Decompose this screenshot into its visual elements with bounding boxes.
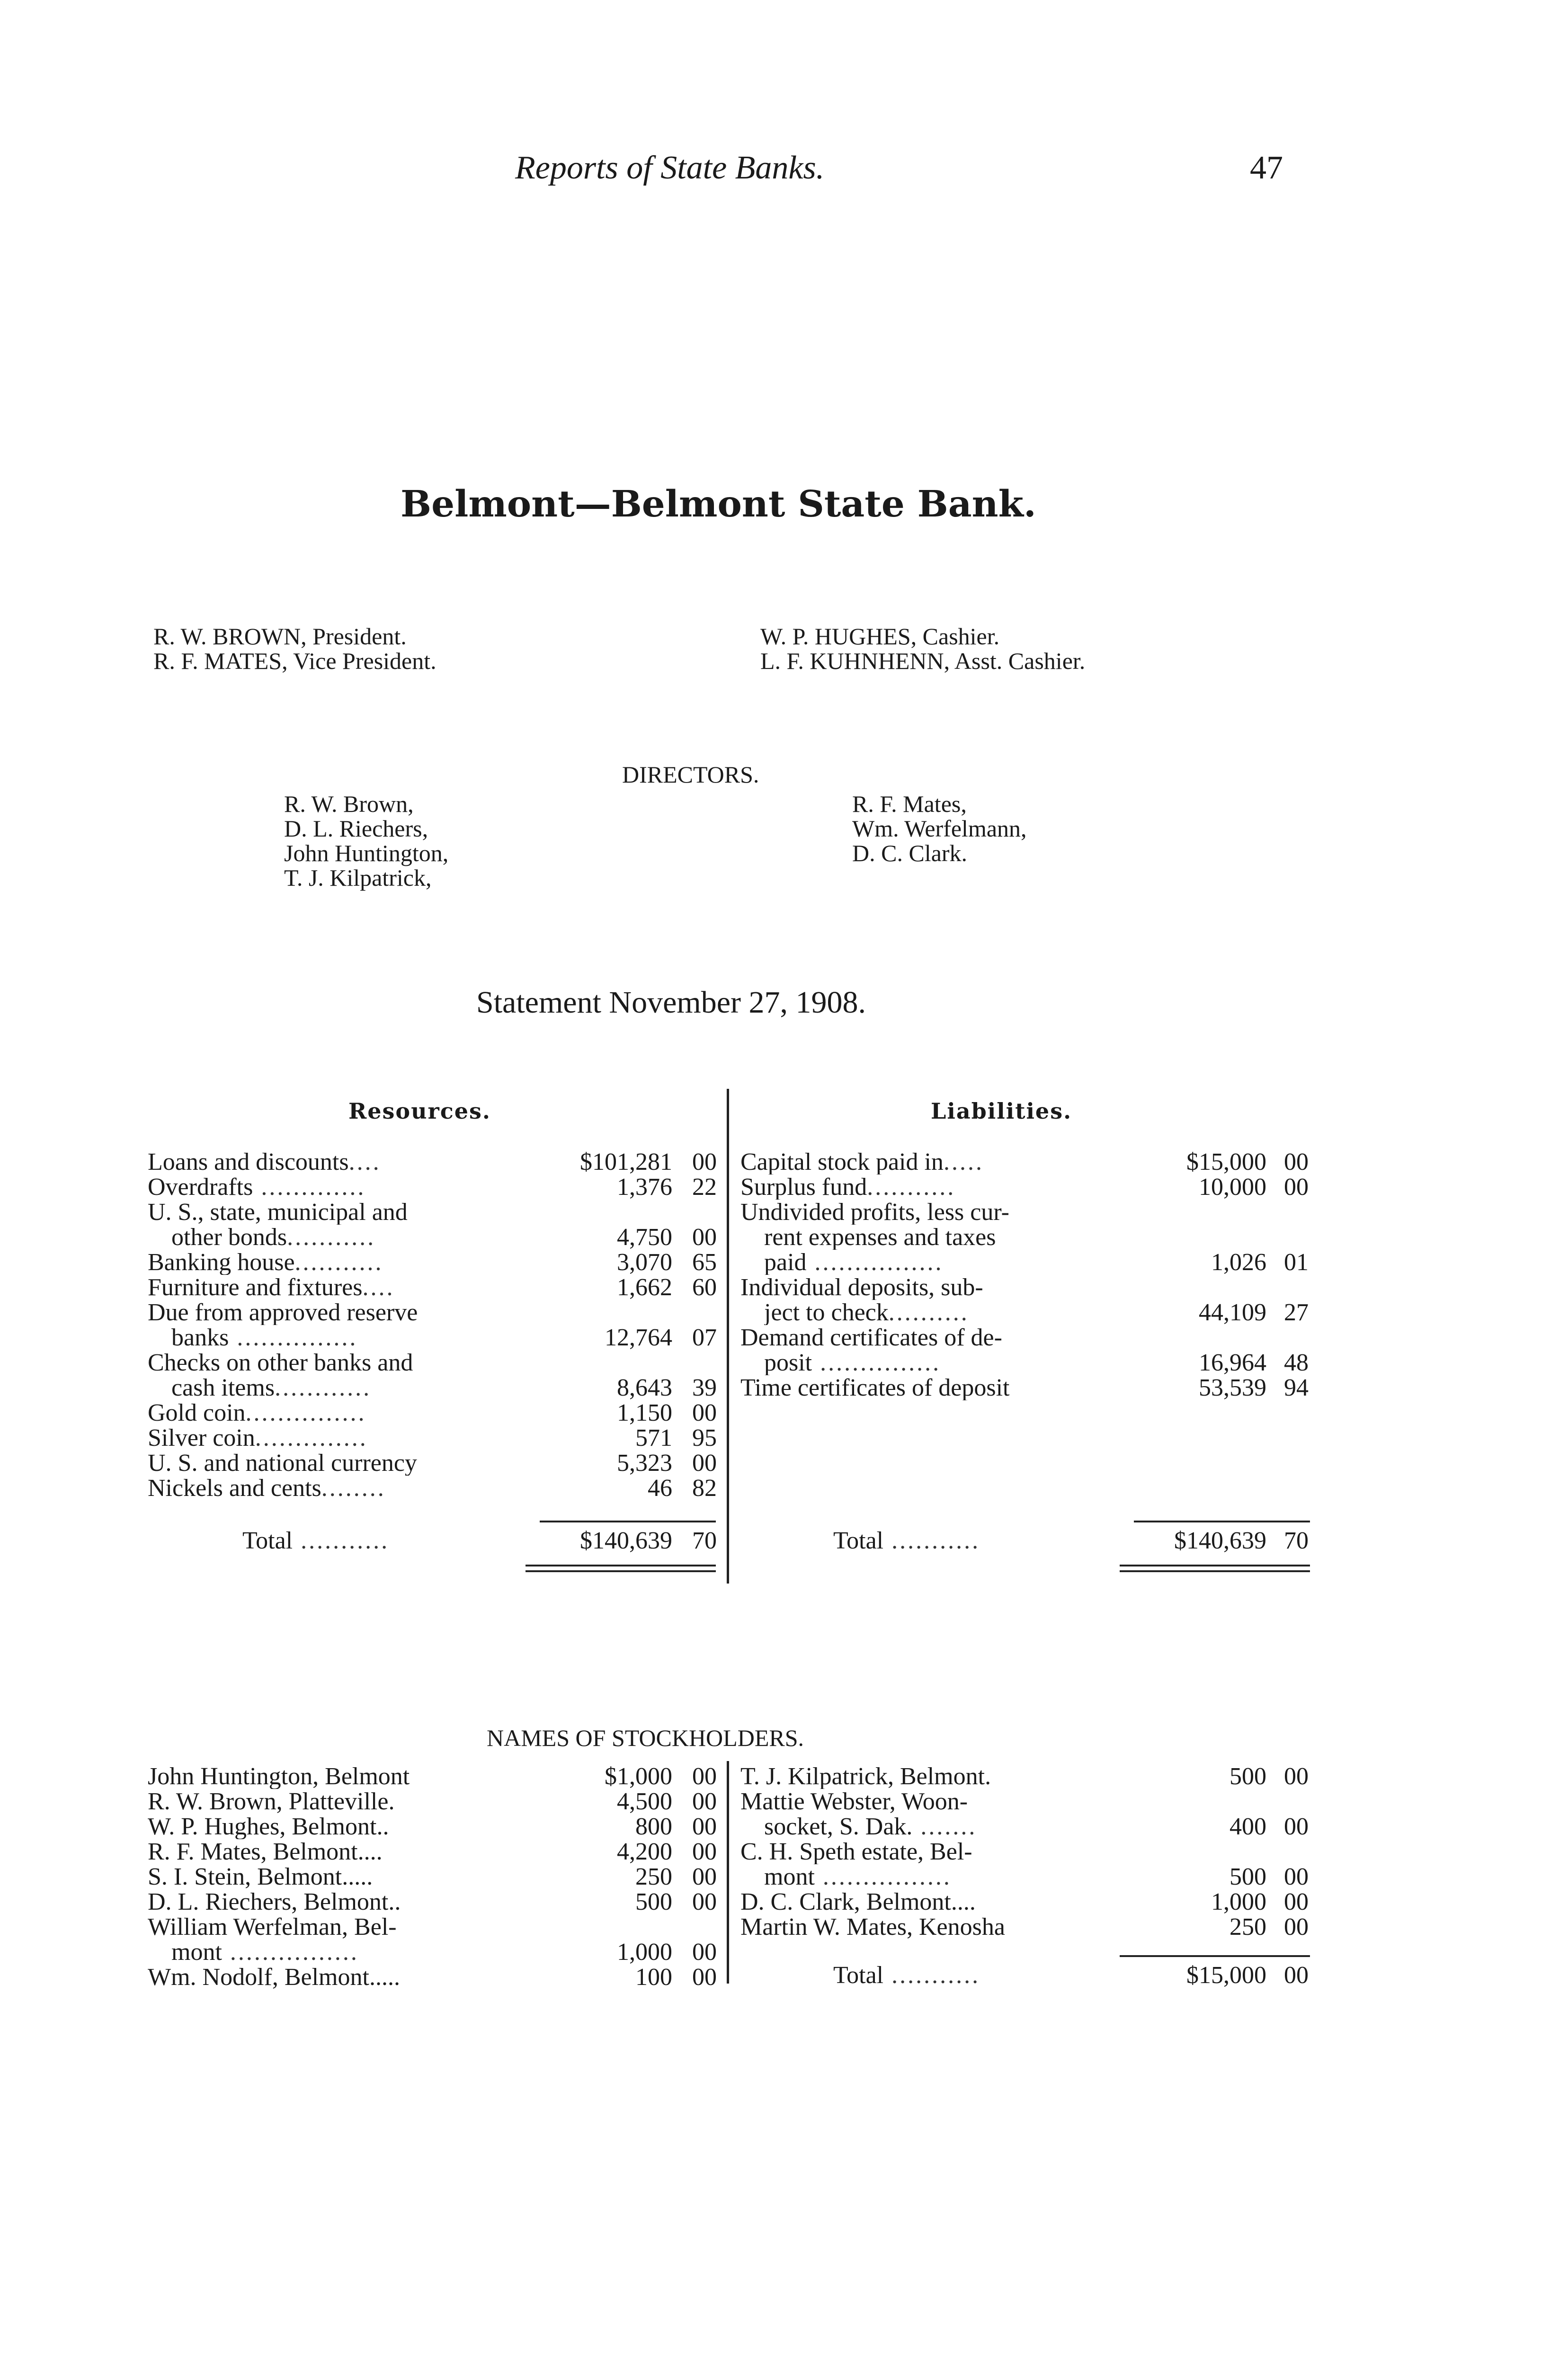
row-amount: $1,000 [605, 1763, 672, 1790]
row-label: paid ................ [764, 1250, 944, 1275]
officer-vice-president: R. F. MATES, Vice President. [153, 648, 437, 674]
row-label: rent expenses and taxes [764, 1225, 996, 1250]
table-row [0, 1225, 1568, 1250]
table-row [0, 1175, 1568, 1200]
director-name: D. C. Clark. [852, 840, 968, 866]
row-cents: 60 [692, 1274, 717, 1301]
row-cents: 01 [1284, 1249, 1309, 1276]
row-cents: 00 [692, 1224, 717, 1251]
row-amount: 800 [635, 1813, 672, 1840]
row-amount: 500 [1229, 1863, 1266, 1890]
row-cents: 00 [692, 1788, 717, 1815]
row-label: R. F. Mates, Belmont.... [148, 1839, 383, 1864]
row-cents: 70 [692, 1527, 717, 1554]
row-cents: 39 [692, 1374, 717, 1401]
double-rule [526, 1565, 716, 1572]
table-row [0, 1476, 1568, 1501]
directors-right [852, 792, 1027, 865]
row-amount: 4,750 [617, 1224, 672, 1251]
row-label: Undivided profits, less cur- [740, 1200, 1009, 1225]
row-amount: 250 [635, 1863, 672, 1890]
row-cents: 22 [692, 1174, 717, 1201]
row-label: W. P. Hughes, Belmont.. [148, 1814, 389, 1839]
table-row [0, 1450, 1568, 1476]
table-row [0, 1275, 1568, 1300]
row-amount: 571 [635, 1424, 672, 1451]
row-label: other bonds........... [171, 1225, 376, 1250]
row-label: William Werfelman, Bel- [148, 1914, 397, 1940]
row-amount: $140,639 [1174, 1527, 1266, 1554]
row-amount: 8,643 [617, 1374, 672, 1401]
row-label: mont ................ [764, 1864, 952, 1889]
total-row [0, 1528, 1568, 1553]
row-amount: 3,070 [617, 1249, 672, 1276]
running-title: Reports of State Banks. [515, 150, 825, 186]
row-label: Martin W. Mates, Kenosha [740, 1914, 1005, 1940]
row-label: Due from approved reserve [148, 1300, 418, 1325]
row-cents: 00 [692, 1399, 717, 1426]
bank-title: Belmont—Belmont State Bank. [401, 483, 1036, 525]
row-label: R. W. Brown, Platteville. [148, 1789, 395, 1814]
directors-heading: DIRECTORS. [622, 761, 759, 788]
row-cents: 27 [1284, 1299, 1309, 1326]
row-cents: 00 [1284, 1148, 1309, 1175]
row-label: Time certificates of deposit [740, 1375, 1010, 1400]
row-cents: 00 [692, 1888, 717, 1915]
row-cents: 65 [692, 1249, 717, 1276]
row-amount: 1,376 [617, 1174, 672, 1201]
table-row [0, 1350, 1568, 1375]
table-row [0, 1325, 1568, 1350]
row-amount: 12,764 [605, 1324, 672, 1351]
table-row [0, 1914, 1568, 1940]
row-label: C. H. Speth estate, Bel- [740, 1839, 972, 1864]
row-label: Individual deposits, sub- [740, 1275, 983, 1300]
officers-right [760, 624, 1085, 673]
row-amount: 500 [635, 1888, 672, 1915]
row-label: Total ........... [833, 1963, 980, 1988]
row-amount: 5,323 [617, 1450, 672, 1477]
row-label: U. S., state, municipal and [148, 1200, 408, 1225]
row-label: Checks on other banks and [148, 1350, 413, 1375]
table-row [0, 1375, 1568, 1400]
table-row [0, 1200, 1568, 1225]
row-cents: 00 [1284, 1174, 1309, 1201]
row-label: Total ........... [242, 1528, 390, 1553]
director-name: R. W. Brown, [284, 791, 414, 817]
officer-cashier: W. P. HUGHES, Cashier. [760, 623, 1000, 650]
row-cents: 48 [1284, 1349, 1309, 1376]
row-amount: 1,026 [1211, 1249, 1266, 1276]
director-name: D. L. Riechers, [284, 815, 428, 842]
table-row [0, 1250, 1568, 1275]
statement-heading: Statement November 27, 1908. [476, 985, 866, 1020]
row-cents: 00 [1284, 1763, 1309, 1790]
row-cents: 00 [692, 1939, 717, 1966]
page-number: 47 [1250, 150, 1283, 186]
row-amount: $101,281 [580, 1148, 672, 1175]
row-label: Capital stock paid in..... [740, 1149, 984, 1175]
row-amount: 500 [1229, 1763, 1266, 1790]
row-label: Gold coin............... [148, 1400, 366, 1425]
row-cents: 00 [692, 1838, 717, 1865]
row-amount: 53,539 [1199, 1374, 1266, 1401]
row-label: ject to check.......... [764, 1300, 969, 1325]
row-label: John Huntington, Belmont [148, 1764, 410, 1789]
row-label: posit ............... [764, 1350, 941, 1375]
row-cents: 00 [1284, 1813, 1309, 1840]
director-name: John Huntington, [284, 840, 449, 866]
row-cents: 00 [692, 1450, 717, 1477]
row-label: T. J. Kilpatrick, Belmont. [740, 1764, 991, 1789]
director-name: T. J. Kilpatrick, [284, 864, 432, 891]
table-row [0, 1764, 1568, 1789]
row-amount: 4,200 [617, 1838, 672, 1865]
row-amount: 1,000 [617, 1939, 672, 1966]
row-label: Nickels and cents........ [148, 1476, 386, 1501]
table-row [0, 1789, 1568, 1814]
officers-left [153, 624, 437, 673]
row-cents: 00 [1284, 1913, 1309, 1940]
row-label: Silver coin.............. [148, 1425, 368, 1450]
total-rule [540, 1521, 716, 1522]
row-amount: 1,000 [1211, 1888, 1266, 1915]
row-cents: 00 [692, 1148, 717, 1175]
double-rule [1120, 1565, 1310, 1572]
row-cents: 07 [692, 1324, 717, 1351]
table-row [0, 1839, 1568, 1864]
total-rule [1120, 1955, 1310, 1957]
table-row [0, 1300, 1568, 1325]
total-rule [1134, 1521, 1310, 1522]
row-amount: 10,000 [1199, 1174, 1266, 1201]
row-label: Furniture and fixtures.... [148, 1275, 395, 1300]
row-amount: $15,000 [1186, 1148, 1266, 1175]
row-label: S. I. Stein, Belmont..... [148, 1864, 373, 1889]
row-label: banks ............... [171, 1325, 358, 1350]
row-amount: 1,662 [617, 1274, 672, 1301]
row-label: Wm. Nodolf, Belmont..... [148, 1965, 400, 1990]
table-row [0, 1889, 1568, 1914]
stockholders-heading: NAMES OF STOCKHOLDERS. [487, 1725, 804, 1751]
total-row [0, 1962, 1568, 1991]
row-amount: 100 [635, 1964, 672, 1991]
liabilities-heading: Liabilities. [931, 1098, 1072, 1124]
row-label: Overdrafts ............. [148, 1175, 366, 1200]
row-cents: 00 [1284, 1962, 1309, 1989]
row-label: Loans and discounts.... [148, 1149, 381, 1175]
row-cents: 95 [692, 1424, 717, 1451]
row-label: Mattie Webster, Woon- [740, 1789, 968, 1814]
row-cents: 00 [1284, 1863, 1309, 1890]
row-amount: 400 [1229, 1813, 1266, 1840]
table-row [0, 1149, 1568, 1175]
row-amount: 44,109 [1199, 1299, 1266, 1326]
row-cents: 00 [692, 1813, 717, 1840]
director-name: R. F. Mates, [852, 791, 967, 817]
row-label: Banking house........... [148, 1250, 383, 1275]
row-label: D. L. Riechers, Belmont.. [148, 1889, 401, 1914]
row-cents: 00 [692, 1863, 717, 1890]
row-amount: $140,639 [580, 1527, 672, 1554]
row-label: mont ................ [171, 1940, 359, 1965]
table-row [0, 1864, 1568, 1889]
table-row [0, 1425, 1568, 1450]
row-cents: 94 [1284, 1374, 1309, 1401]
row-amount: 250 [1229, 1913, 1266, 1940]
table-row [0, 1940, 1568, 1965]
row-amount: 46 [648, 1475, 672, 1502]
row-label: U. S. and national currency [148, 1450, 417, 1476]
row-label: Surplus fund........... [740, 1175, 956, 1200]
row-amount: 1,150 [617, 1399, 672, 1426]
directors-left [284, 792, 448, 890]
row-amount: $15,000 [1186, 1962, 1266, 1989]
row-label: cash items............ [171, 1375, 372, 1400]
row-cents: 70 [1284, 1527, 1309, 1554]
row-cents: 00 [692, 1763, 717, 1790]
row-label: socket, S. Dak. ....... [764, 1814, 977, 1839]
table-row [0, 1814, 1568, 1839]
row-amount: 4,500 [617, 1788, 672, 1815]
director-name: Wm. Werfelmann, [852, 815, 1027, 842]
officer-president: R. W. BROWN, President. [153, 623, 407, 650]
row-amount: 16,964 [1199, 1349, 1266, 1376]
row-cents: 00 [1284, 1888, 1309, 1915]
resources-heading: Resources. [348, 1098, 491, 1124]
row-label: D. C. Clark, Belmont.... [740, 1889, 976, 1914]
row-cents: 82 [692, 1475, 717, 1502]
officer-asst-cashier: L. F. KUHNHENN, Asst. Cashier. [760, 648, 1086, 674]
table-row [0, 1400, 1568, 1425]
row-label: Total ........... [833, 1528, 980, 1553]
row-label: Demand certificates of de- [740, 1325, 1002, 1350]
row-cents: 00 [692, 1964, 717, 1991]
